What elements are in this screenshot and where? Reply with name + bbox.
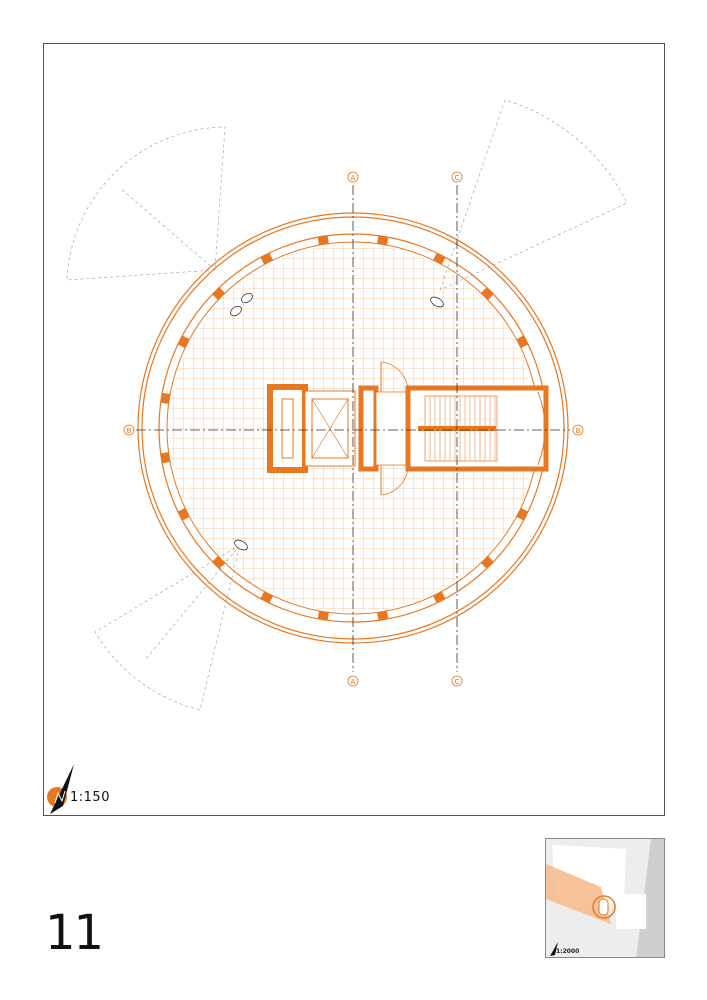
column bbox=[433, 591, 446, 603]
inset-scale: 1:2000 bbox=[556, 948, 580, 955]
column bbox=[433, 253, 446, 265]
column bbox=[377, 236, 388, 245]
column bbox=[377, 611, 388, 620]
column bbox=[516, 335, 528, 348]
column bbox=[178, 508, 190, 521]
plan-scale: 1:150 bbox=[70, 790, 110, 805]
column bbox=[318, 236, 329, 245]
column bbox=[260, 591, 273, 603]
column bbox=[318, 611, 329, 620]
column bbox=[161, 452, 170, 463]
north-arrow-icon bbox=[47, 764, 74, 814]
axis-label-b-right: B bbox=[575, 427, 581, 435]
site-map bbox=[546, 839, 665, 958]
axis-label-c-bottom: C bbox=[454, 678, 460, 686]
column bbox=[260, 253, 273, 265]
axis-label-a-bottom: A bbox=[350, 678, 356, 686]
axis-label-a-top: A bbox=[350, 174, 356, 182]
axis-label-c-top: C bbox=[454, 174, 460, 182]
column bbox=[516, 508, 528, 521]
page-number: 11 bbox=[45, 905, 103, 961]
column bbox=[161, 393, 170, 404]
location-inset bbox=[545, 838, 665, 958]
column bbox=[178, 335, 190, 348]
axis-label-b-left: B bbox=[126, 427, 132, 435]
